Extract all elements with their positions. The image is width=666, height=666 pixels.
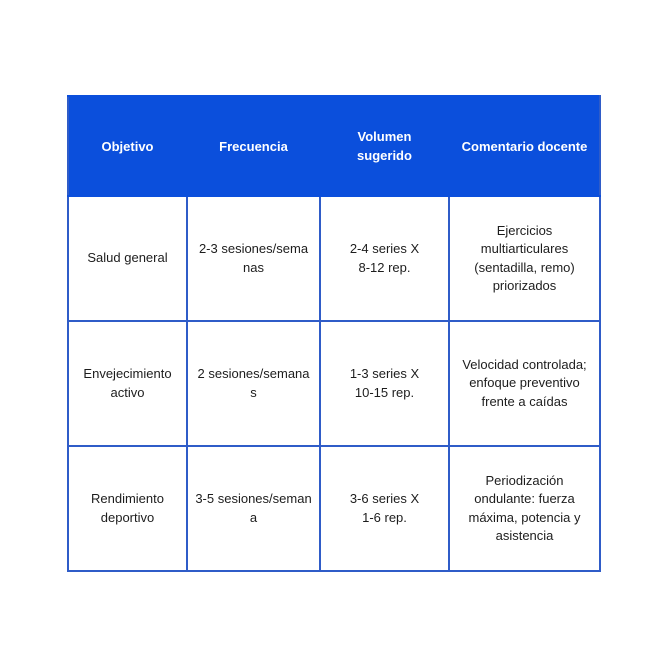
table-body — [68, 196, 600, 571]
table-row — [68, 196, 600, 321]
header-comentario: Comentario docente — [449, 96, 600, 196]
cell-comentario: Velocidad controlada; enfoque preventivo frente a caídas — [449, 321, 600, 446]
cell-volumen: 3-6 series X 1-6 rep. — [320, 446, 449, 571]
header-objetivo: Objetivo — [68, 96, 187, 196]
cell-volumen: 2-4 series X 8-12 rep. — [320, 196, 449, 321]
header-frecuencia: Frecuencia — [187, 96, 320, 196]
cell-comentario: Periodización ondulante: fuerza máxima, potencia y asistencia — [449, 446, 600, 571]
table-header — [68, 96, 600, 196]
table-row — [68, 321, 600, 446]
training-guidelines-table — [67, 95, 601, 572]
cell-frecuencia: 2 sesiones/semanas — [187, 321, 320, 446]
cell-objetivo: Envejecimiento activo — [68, 321, 187, 446]
cell-frecuencia: 3-5 sesiones/semana — [187, 446, 320, 571]
table-row — [68, 446, 600, 571]
cell-frecuencia: 2-3 sesiones/semanas — [187, 196, 320, 321]
cell-comentario: Ejercicios multiarticulares (sentadilla, remo) priorizados — [449, 196, 600, 321]
cell-objetivo: Rendimiento deportivo — [68, 446, 187, 571]
header-volumen: Volumen sugerido — [320, 96, 449, 196]
header-row — [68, 96, 600, 196]
cell-objetivo: Salud general — [68, 196, 187, 321]
cell-volumen: 1-3 series X 10-15 rep. — [320, 321, 449, 446]
